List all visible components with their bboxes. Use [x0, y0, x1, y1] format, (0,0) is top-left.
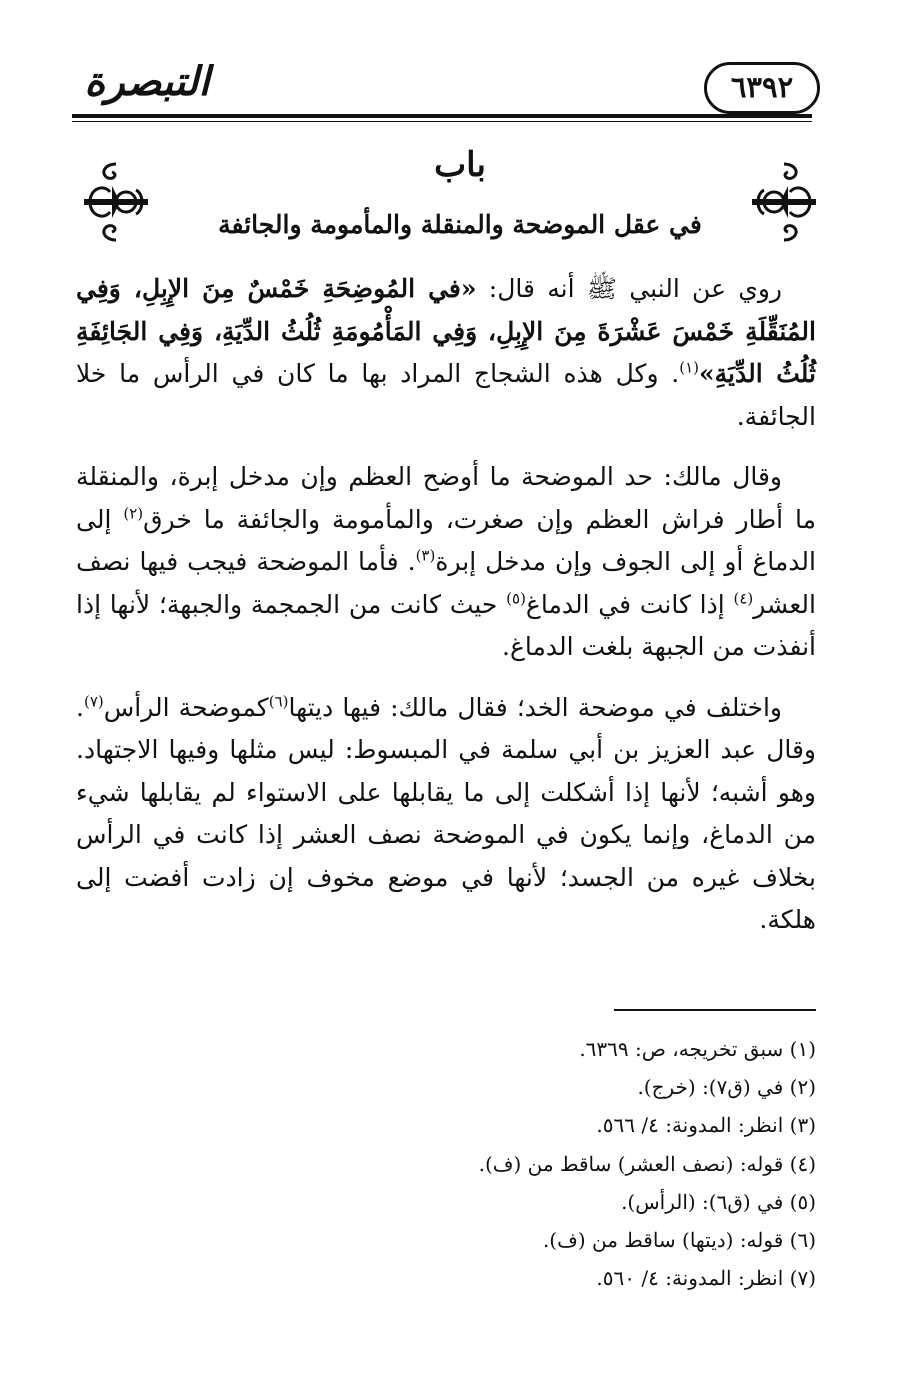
- footnote-ref-2: (٢): [123, 504, 144, 523]
- footnote-item: (٣) انظر: المدونة: ٤/ ٥٦٦.: [596, 1113, 816, 1138]
- footnote-item: (٢) في (ق٧): (خرج).: [637, 1075, 816, 1100]
- paragraph-1-rest: . وكل هذه الشجاج المراد بها ما كان في الرأس ما خلا الجائفة.: [76, 359, 816, 431]
- footnote-item: (٦) قوله: (ديتها) ساقط من (ف).: [542, 1228, 816, 1253]
- footnote-ref-1: (١): [679, 358, 700, 377]
- running-title: التبصرة: [84, 58, 210, 105]
- footnote-ref-7: (٧): [83, 692, 104, 711]
- footnote-item: (٥) في (ق٦): (الرأس).: [621, 1189, 816, 1214]
- floral-ornament-icon: [82, 160, 150, 244]
- paragraph-1: [76, 268, 816, 438]
- paragraph-2: [76, 456, 816, 669]
- header-rule-thin: [72, 121, 812, 122]
- paragraph-3-text-c: . وقال عبد العزيز بن أبي سلمة في المبسوط: ليس مثلها وفيها الاجتهاد. وهو أشبه؛ لأنها إذا أشكلت إلى ما يقابلها على الاستواء لم يقابلها شيء من الدماغ، وإنما يكون في الموضحة نصف العشر إذا كانت في الرأس بخلاف غيره من الجسد؛ لأنها في موضع مخوف إن زادت أفضت إلى هلكة.: [76, 692, 817, 934]
- paragraph-2-text-d: إذا كانت في الدماغ: [525, 589, 734, 619]
- footnote-separator: [614, 1009, 816, 1011]
- footnote-item: (٧) انظر: المدونة: ٤/ ٥٦٠.: [596, 1266, 816, 1291]
- chapter-title: في عقل الموضحة والمنقلة والمأمومة والجائفة: [218, 210, 702, 239]
- paragraph-1-intro: روي عن النبي ﷺ أنه قال:: [476, 274, 782, 303]
- paragraph-2-text-e: حيث كانت من الجمجمة والجبهة؛ لأنها إذا أنفذت من الجبهة بلغت الدماغ.: [76, 589, 816, 661]
- footnote-ref-3: (٣): [415, 546, 436, 565]
- footnote-item: (١) سبق تخريجه، ص: ٦٣٦٩.: [579, 1037, 816, 1061]
- chapter-heading: باب: [434, 145, 486, 185]
- paragraph-2-text-c: . فأما الموضحة فيجب فيها نصف العشر: [76, 547, 816, 619]
- footnote-ref-4: (٤): [733, 589, 754, 608]
- paragraph-3-text-b: كموضحة الرأس: [103, 692, 269, 722]
- paragraph-3-text-a: واختلف في موضحة الخد؛ فقال مالك: فيها ديتها: [288, 692, 783, 722]
- footnotes-list: [76, 1030, 816, 1297]
- hadith-quote: «في المُوضِحَةِ خَمْسٌ مِنَ الإِبِلِ، وَفِي المُنَقِّلَةِ خَمْسَ عَشْرَةَ مِنَ الإِبِلِ، وَفِي المَأْمُومَةِ ثُلُثُ الدِّيَةِ، وَفِي الجَائِفَةِ ثُلُثُ الدِّيَةِ»: [76, 274, 816, 388]
- footnote-ref-6: (٦): [268, 692, 289, 711]
- header-rule: [72, 114, 812, 118]
- paragraph-2-text-a: وقال مالك: حد الموضحة ما أوضح العظم وإن مدخل إبرة، والمنقلة ما أطار فراش العظم وإن صغرت، والمأمومة والجائفة ما خرق: [76, 462, 816, 534]
- page-number: ٦٣٩٢: [704, 62, 820, 114]
- main-text: [76, 268, 816, 960]
- paragraph-2-text-b: إلى الدماغ أو إلى الجوف وإن مدخل إبرة: [76, 504, 816, 576]
- paragraph-3: [76, 687, 816, 942]
- footnote-ref-5: (٥): [506, 589, 526, 608]
- footnote-item: (٤) قوله: (نصف العشر) ساقط من (ف).: [478, 1151, 816, 1176]
